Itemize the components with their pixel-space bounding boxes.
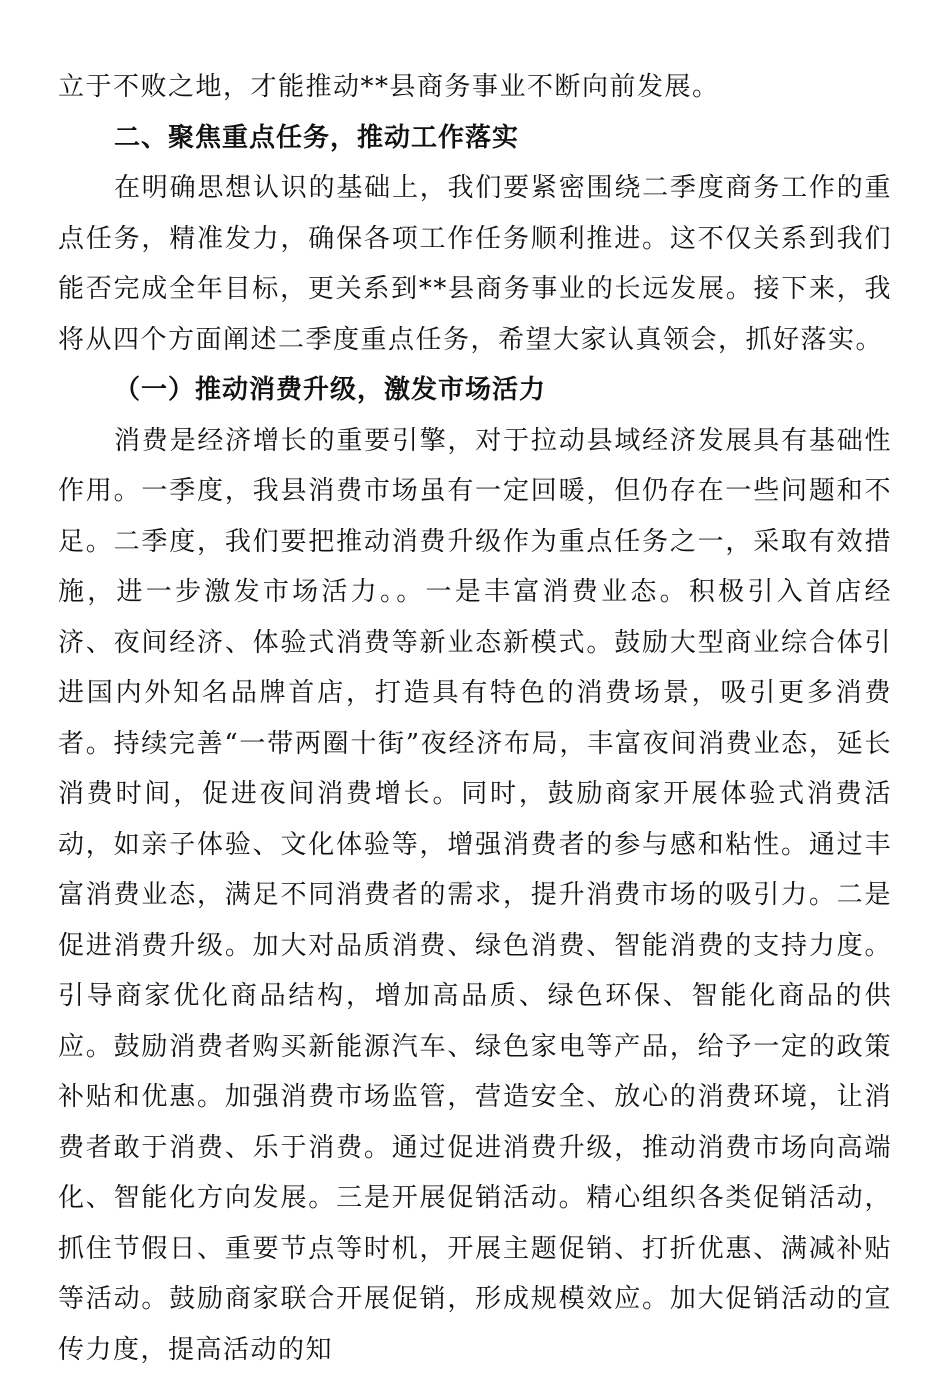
subsection-heading: （一）推动消费升级，激发市场活力 xyxy=(58,365,892,416)
paragraph-continuation: 立于不败之地，才能推动**县商务事业不断向前发展。 xyxy=(58,62,892,113)
section-heading: 二、聚焦重点任务，推动工作落实 xyxy=(58,113,892,164)
document-body xyxy=(58,62,892,1375)
paragraph-intro: 在明确思想认识的基础上，我们要紧密围绕二季度商务工作的重点任务，精准发力，确保各项工作任务顺利推进。这不仅关系到我们能否完成全年目标，更关系到**县商务事业的长远发展。接下来，我将从四个方面阐述二季度重点任务，希望大家认真领会，抓好落实。 xyxy=(58,163,892,365)
paragraph-consumption: 消费是经济增长的重要引擎，对于拉动县域经济发展具有基础性作用。一季度，我县消费市场虽有一定回暖，但仍存在一些问题和不足。二季度，我们要把推动消费升级作为重点任务之一，采取有效措施，进一步激发市场活力。。一是丰富消费业态。积极引入首店经济、夜间经济、体验式消费等新业态新模式。鼓励大型商业综合体引进国内外知名品牌首店，打造具有特色的消费场景，吸引更多消费者。持续完善“一带两圈十街”夜经济布局，丰富夜间消费业态，延长消费时间，促进夜间消费增长。同时，鼓励商家开展体验式消费活动，如亲子体验、文化体验等，增强消费者的参与感和粘性。通过丰富消费业态，满足不同消费者的需求，提升消费市场的吸引力。二是促进消费升级。加大对品质消费、绿色消费、智能消费的支持力度。引导商家优化商品结构，增加高品质、绿色环保、智能化商品的供应。鼓励消费者购买新能源汽车、绿色家电等产品，给予一定的政策补贴和优惠。加强消费市场监管，营造安全、放心的消费环境，让消费者敢于消费、乐于消费。通过促进消费升级，推动消费市场向高端化、智能化方向发展。三是开展促销活动。精心组织各类促销活动，抓住节假日、重要节点等时机，开展主题促销、打折优惠、满减补贴等活动。鼓励商家联合开展促销，形成规模效应。加大促销活动的宣传力度，提高活动的知 xyxy=(58,416,892,1375)
